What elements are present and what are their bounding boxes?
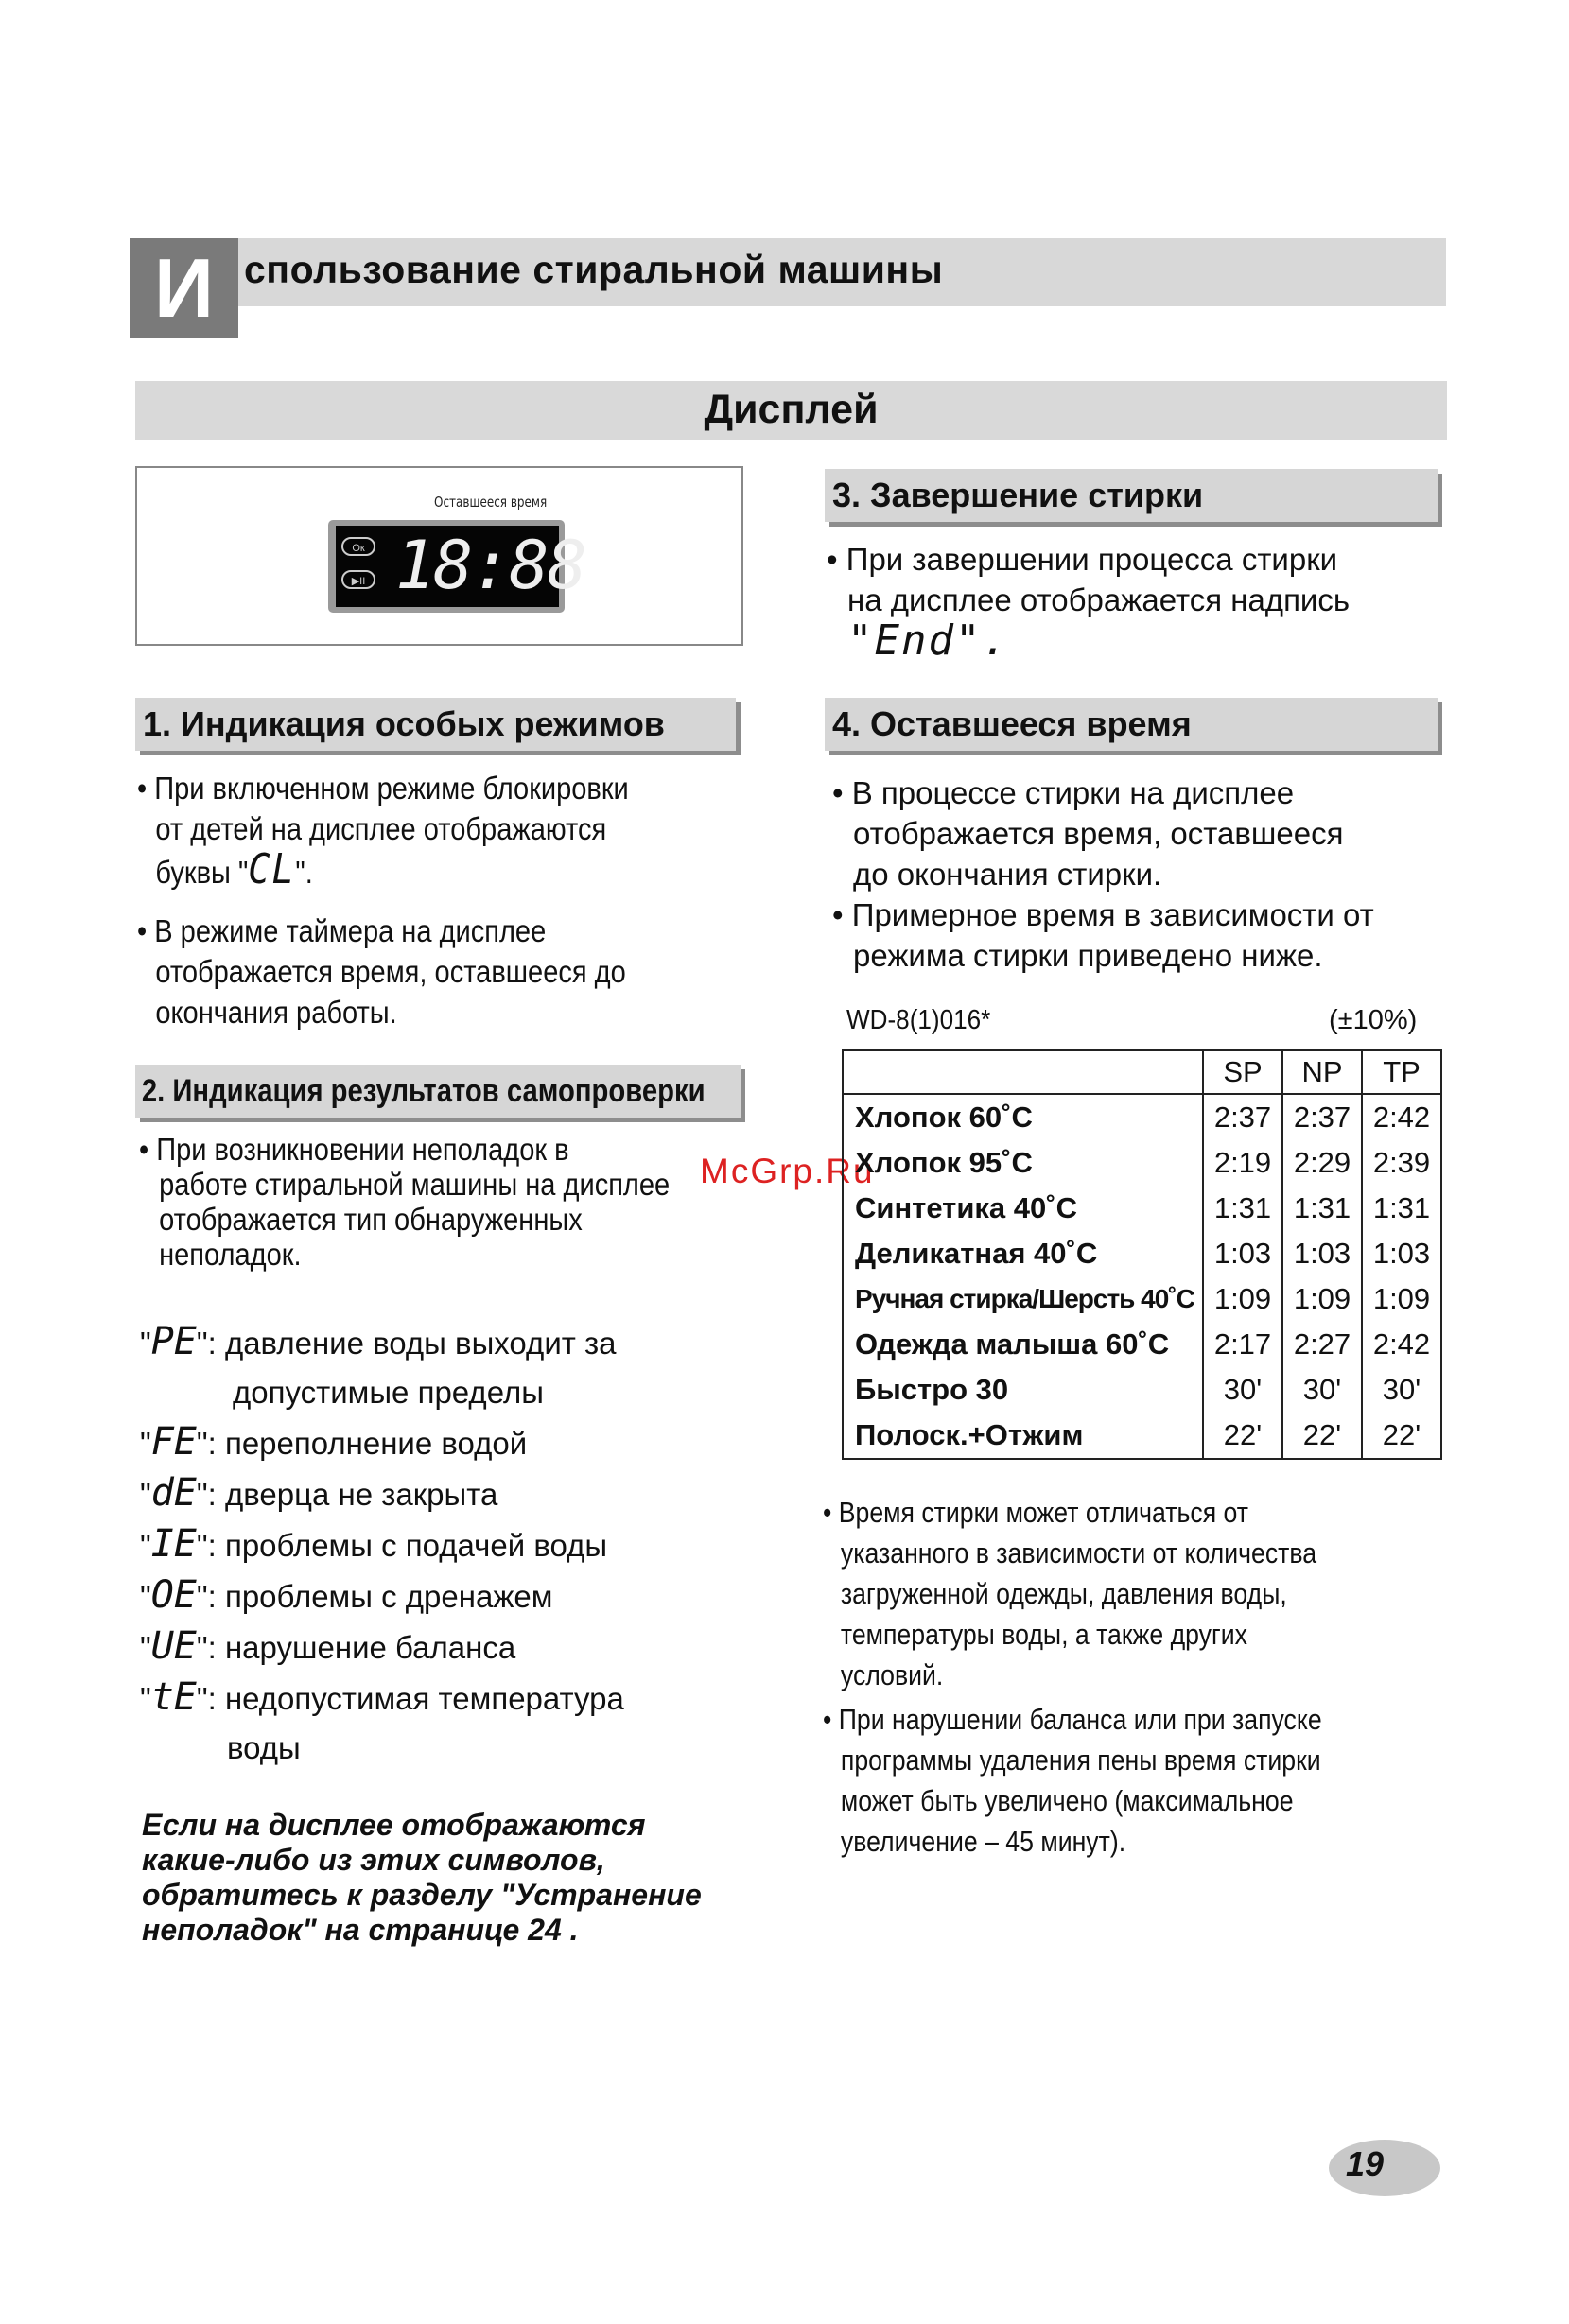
program-name: Ручная стирка/Шерсть 40˚C xyxy=(855,1284,1194,1313)
display-section-title: Дисплей xyxy=(704,387,879,432)
error-code-item: "UE": нарушение баланса xyxy=(140,1624,516,1668)
error-symbol: dE xyxy=(150,1471,197,1515)
error-symbol: PE xyxy=(150,1320,197,1363)
table-cell: 22' xyxy=(1203,1413,1282,1459)
section4-header xyxy=(825,698,1438,751)
error-code-item: "OE": проблемы с дренажем xyxy=(140,1573,553,1617)
table-cell: 1:31 xyxy=(1203,1186,1282,1231)
table-cell: 1:03 xyxy=(1362,1231,1441,1276)
text-line: указанного в зависимости от количества xyxy=(840,1536,1317,1570)
table-header-cell: SP xyxy=(1203,1050,1282,1094)
table-cell: 2:42 xyxy=(1362,1322,1441,1367)
text-line: • При включенном режиме блокировки xyxy=(137,771,629,806)
start-pause-icon: ▶II xyxy=(341,570,375,589)
cl-symbol: CL xyxy=(248,845,296,893)
note-line: какие-либо из этих символов, xyxy=(142,1843,605,1877)
error-description: давление воды выходит за xyxy=(224,1326,617,1361)
table-cell: 1:03 xyxy=(1282,1231,1362,1276)
table-cell: 1:09 xyxy=(1362,1276,1441,1322)
table-cell: 1:31 xyxy=(1282,1186,1362,1231)
model-number: WD-8(1)016* xyxy=(846,1005,991,1035)
table-row xyxy=(843,1186,1441,1231)
section2-paragraph xyxy=(139,1132,670,1272)
program-name: Синтетика 40˚C xyxy=(855,1191,1077,1224)
section3-paragraph xyxy=(827,539,1351,665)
table-cell: 30' xyxy=(1203,1367,1282,1413)
table-cell: 1:03 xyxy=(1203,1231,1282,1276)
text-fragment: ". xyxy=(295,855,313,890)
table-row xyxy=(843,1322,1441,1367)
table-cell: 2:29 xyxy=(1282,1140,1362,1186)
table-row xyxy=(843,1413,1441,1459)
error-description: дверца не закрыта xyxy=(224,1477,498,1512)
section1-header xyxy=(135,698,736,751)
program-name: Деликатная 40˚C xyxy=(855,1237,1098,1270)
section3-header xyxy=(825,469,1438,522)
watermark: McGrp.Ru xyxy=(700,1152,875,1190)
table-cell: 22' xyxy=(1362,1413,1441,1459)
error-description: проблемы с подачей воды xyxy=(224,1528,608,1563)
text-line: окончания работы. xyxy=(155,995,397,1030)
error-symbol: FE xyxy=(150,1420,197,1464)
note-line: обратитесь к разделу "Устранение xyxy=(142,1878,702,1912)
error-code-item: "PE": давление воды выходит за xyxy=(140,1320,617,1363)
error-description: проблемы с дренажем xyxy=(224,1579,553,1614)
section3-title: 3. Завершение стирки xyxy=(832,476,1204,514)
table-cell: 2:19 xyxy=(1203,1140,1282,1186)
note-line: Если на дисплее отображаются xyxy=(142,1808,646,1842)
table-header-cell xyxy=(843,1050,1203,1094)
text-line: • Примерное время в зависимости от xyxy=(832,897,1374,932)
text-line: • При завершении процесса стирки xyxy=(827,542,1338,577)
text-fragment: буквы " xyxy=(155,855,249,890)
table-cell: 2:42 xyxy=(1362,1094,1441,1140)
table-cell: 22' xyxy=(1282,1413,1362,1459)
text-line: • При нарушении баланса или при запуске xyxy=(823,1703,1322,1736)
troubleshooting-note xyxy=(142,1808,702,1948)
section1-paragraph2 xyxy=(137,911,626,1032)
text-line: от детей на дисплее отображаются xyxy=(155,811,607,846)
text-line: • Время стирки может отличаться от xyxy=(823,1496,1248,1529)
text-line: загруженной одежды, давления воды, xyxy=(840,1577,1287,1610)
table-cell: 1:09 xyxy=(1282,1276,1362,1322)
table-cell: 1:09 xyxy=(1203,1276,1282,1322)
table-cell: 30' xyxy=(1362,1367,1441,1413)
remaining-time-label: Оставшееся время xyxy=(434,494,548,511)
error-code-item: "dE": дверца не закрыта xyxy=(140,1471,498,1515)
text-line: программы удаления пены время стирки xyxy=(840,1743,1321,1777)
section1-paragraph1 xyxy=(137,768,629,893)
error-description: нарушение баланса xyxy=(224,1630,516,1665)
error-description: недопустимая температура xyxy=(224,1681,624,1716)
table-cell: 2:37 xyxy=(1203,1094,1282,1140)
error-symbol: UE xyxy=(150,1624,197,1668)
program-name: Хлопок 95˚C xyxy=(855,1146,1033,1179)
section4-note2 xyxy=(823,1699,1322,1862)
table-row xyxy=(843,1367,1441,1413)
table-header-cell: TP xyxy=(1362,1050,1441,1094)
end-symbol: "End". xyxy=(847,616,1009,665)
section1-title: 1. Индикация особых режимов xyxy=(143,704,665,743)
text-line: работе стиральной машины на дисплее xyxy=(159,1167,671,1202)
text-line xyxy=(137,845,629,893)
text-line: увеличение – 45 минут). xyxy=(840,1825,1126,1858)
text-line: • В режиме таймера на дисплее xyxy=(137,913,547,948)
tolerance: (±10%) xyxy=(1329,1005,1418,1035)
text-line: неполадок. xyxy=(159,1237,302,1272)
error-code-item: "tE": недопустимая температура xyxy=(140,1675,624,1719)
program-name: Полоск.+Отжим xyxy=(855,1418,1084,1451)
section4-paragraph2 xyxy=(832,894,1374,976)
table-cell: 2:17 xyxy=(1203,1322,1282,1367)
table-cell: 2:37 xyxy=(1282,1094,1362,1140)
error-code-item: "IE": проблемы с подачей воды xyxy=(140,1522,608,1566)
text-line: условий. xyxy=(840,1658,944,1691)
page-title: спользование стиральной машины xyxy=(244,248,944,291)
table-cell: 2:27 xyxy=(1282,1322,1362,1367)
error-code-list xyxy=(140,1317,624,1773)
table-row xyxy=(843,1231,1441,1276)
section2-header xyxy=(135,1065,741,1118)
table-cell: 1:31 xyxy=(1362,1186,1441,1231)
table-row xyxy=(843,1094,1441,1140)
page-number: 19 xyxy=(1346,2144,1385,2183)
table-header-row xyxy=(843,1050,1441,1094)
wash-time-table xyxy=(842,1049,1442,1460)
text-line: отображается время, оставшееся xyxy=(853,816,1344,851)
error-description: переполнение водой xyxy=(224,1426,528,1461)
error-symbol: OE xyxy=(150,1573,197,1617)
error-description-cont: допустимые пределы xyxy=(233,1375,544,1410)
section4-title: 4. Оставшееся время xyxy=(832,704,1192,743)
text-line: • В процессе стирки на дисплее xyxy=(832,775,1295,810)
section2-title: 2. Индикация результатов самопроверки xyxy=(141,1073,706,1109)
table-row xyxy=(843,1276,1441,1322)
section4-paragraph1 xyxy=(832,772,1343,894)
text-line: на дисплее отображается надпись xyxy=(847,582,1351,617)
program-name: Быстро 30 xyxy=(855,1373,1009,1406)
note-line: неполадок" на странице 24 . xyxy=(142,1913,579,1947)
text-line: может быть увеличено (максимальное xyxy=(840,1784,1294,1817)
header-initial-letter: И xyxy=(130,238,238,338)
text-line: до окончания стирки. xyxy=(853,857,1162,892)
text-line: температуры воды, а также других xyxy=(840,1618,1247,1651)
text-line: • При возникновении неполадок в xyxy=(139,1132,569,1167)
program-name: Хлопок 60˚C xyxy=(855,1101,1033,1134)
text-line: отображается тип обнаруженных xyxy=(159,1202,583,1237)
table-cell: 2:39 xyxy=(1362,1140,1441,1186)
text-line: отображается время, оставшееся до xyxy=(155,954,626,989)
child-lock-icon: Ок xyxy=(341,537,375,556)
error-symbol: IE xyxy=(150,1522,197,1566)
table-row xyxy=(843,1140,1441,1186)
error-code-item: "FE": переполнение водой xyxy=(140,1420,528,1464)
program-name: Одежда малыша 60˚C xyxy=(855,1327,1170,1361)
table-cell: 30' xyxy=(1282,1367,1362,1413)
section4-note1 xyxy=(823,1492,1316,1695)
error-description-cont: воды xyxy=(227,1730,301,1765)
text-line: режима стирки приведено ниже. xyxy=(853,938,1323,973)
error-symbol: tE xyxy=(150,1675,197,1719)
lcd-digits: 18:88 xyxy=(395,527,585,604)
table-header-cell: NP xyxy=(1282,1050,1362,1094)
